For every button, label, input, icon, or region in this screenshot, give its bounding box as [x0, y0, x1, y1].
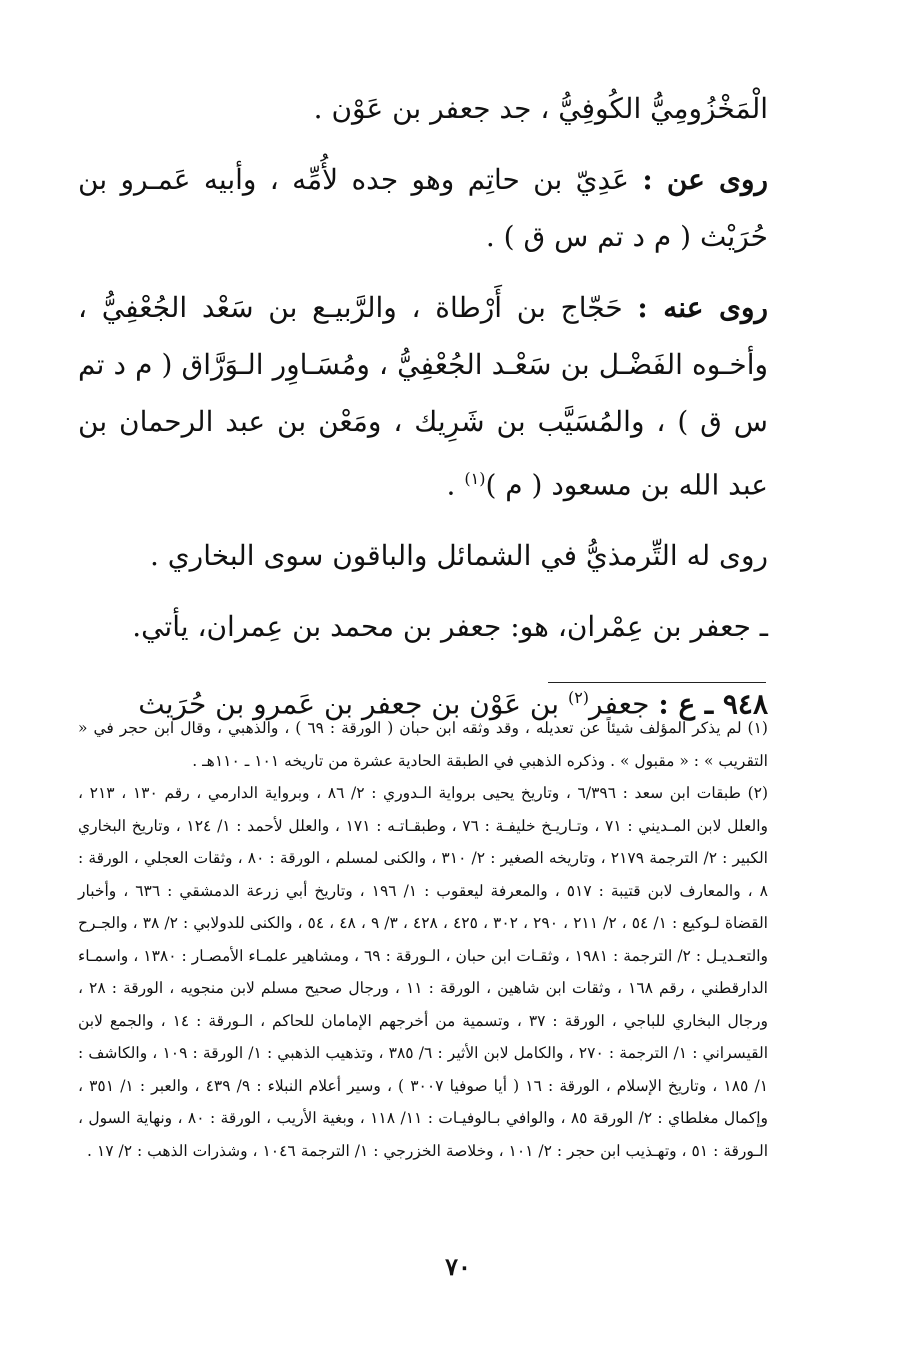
rawa-an-paragraph [78, 151, 768, 265]
entry-rest: بن عَوْن بن جعفر بن عَمرو بن حُرَيث [138, 687, 568, 721]
footnote-2: (٢) طبقات ابن سعد : ٦/٣٩٦ ، وتاريخ يحيى برواية الـدوري : ٢/ ٨٦ ، وبرواية الدارمي ، رقم ١٣٠ ، ٢١٣ ، والعلل لابن المـديني : ٧١ ، وتـاريـخ خليفـة : ٧٦ ، وطبقـاتـه : ١٧١ ، والعلل لأحمد : ١/ ١٢٤ ، وتاريخ البخاري الكبير : ٢/ الترجمة ٢١٧٩ ، وتاريخه الصغير : ٢/ ٣١٠ ، والكنى لمسلم ، الورقة : ٨٠ ، وثقات العجلي ، الورقة : ٨ ، والمعارف لابن قتيبة : ٥١٧ ، والمعرفة ليعقوب : ١/ ١٩٦ ، وتاريخ أبي زرعة الدمشقي : ٦٣٦ ، وأخبار القضاة لـوكيع : ١/ ٥٤ ، ٢/ ٢١١ ، ٢٩٠ ، ٣٠٢ ، ٤٢٥ ، ٤٢٨ ، ٣/ ٩ ، ٤٨ ، ٥٤ ، والكنى للدولابي : ٢/ ٣٨ ، والجـرح والتعـديـل : ٢/ الترجمة : ١٩٨١ ، وثقـات ابن حبان ، الـورقة : ٦٩ ، ومشاهير علمـاء الأمصـار : ١٣٨٠ ، واسمـاء الدارقطني ، رقم ١٦٨ ، وثقات ابن شاهين ، الورقة : ١١ ، ورجال صحيح مسلم لابن منجويه ، الورقة : ٢٨ ، ورجال البخاري للباجي ، الورقة : ٣٧ ، وتسمية من أخرجهم الإمامان للحاكم ، الـورقة : ١٤ ، والجمع لابن القيسراني : ١/ الترجمة : ٢٧٠ ، والكامل لابن الأثير : ٦/ ٣٨٥ ، وتذهيب الذهبي : ١/ الورقة : ١٠٩ ، والكاشف : ١/ ١٨٥ ، وتاريخ الإسلام ، الورقة : ١٦ ( أيا صوفيا ٣٠٠٧ ) ، وسير أعلام النبلاء : ٩/ ٤٣٩ ، والعبر : ١/ ٣٥١ ، وإكمال مغلطاي : ٢/ الورقة ٨٥ ، والوافي بـالوفيـات : ١١/ ١١٨ ، وبغية الأريب ، الورقة : ٨٠ ، ونهاية السول ، الـورقة : ٥١ ، وتهـذيب ابن حجر : ٢/ ١٠١ ، وخلاصة الخزرجي : ١/ الترجمة ١٠٤٦ ، وشذرات الذهب : ٢/ ١٧ . [78, 784, 769, 1160]
footnote-marker-2[interactable]: (٢) [567, 688, 590, 708]
footnote-1: (١) لم يذكر المؤلف شيئاً عن تعديله ، وقد وثقه ابن حبان ( الورقة : ٦٩ ) ، والذهبي ، وقال ابن حجر في « التقريب » : « مقبول » . وذكره الذهبي في الطبقة الحادية عشرة من تاريخه ١٠١ ـ ١١٠هـ . [78, 719, 768, 770]
entry-name: جعفر [589, 687, 659, 721]
footnote-divider [548, 682, 766, 683]
rawa-an-text: عَدِيّ بن حاتِم وهو جده لأُمِّه ، وأبيه عَمـرو بن حُرَيْث ( م د تم س ق ) . [78, 163, 768, 253]
footnotes [78, 712, 768, 1167]
tirmidhi-line: روى له التِّرمذيُّ في الشمائل والباقون سوى البخاري . [149, 539, 768, 573]
rawa-anhu-label: روى عنه : [637, 291, 769, 324]
text-line-1: الْمَخْزُومِيُّ الكُوفِيُّ ، جد جعفر بن عَوْن . [313, 92, 768, 125]
entry-number: ٩٤٨ ـ ع : [658, 687, 768, 721]
rawa-anhu-text: حَجّاج بن أَرْطاة ، والرَّبيـع بن سَعْد الجُعْفِيُّ ، وأخـوه الفَضْـل بن سَعْـد الجُعْفِيُّ ، ومُسَـاوِر الـوَرَّاق ( م د تم س ق ) ، والمُسَيَّب بن شَرِيك ، ومَعْن بن عبد الرحمان بن عبد الله بن مسعود ( م ) [78, 291, 768, 502]
rawa-anhu-paragraph [78, 279, 768, 513]
main-text [78, 80, 768, 747]
cross-reference-line: ـ جعفر بن عِمْران، هو: جعفر بن محمد بن عِمران، يأتي. [132, 610, 768, 644]
footnote-marker-1[interactable]: (١) [464, 469, 486, 488]
page-number: ٧٠ [445, 1252, 471, 1281]
rawa-an-label: روى عن : [642, 163, 769, 196]
rawa-anhu-end: . [446, 468, 465, 502]
